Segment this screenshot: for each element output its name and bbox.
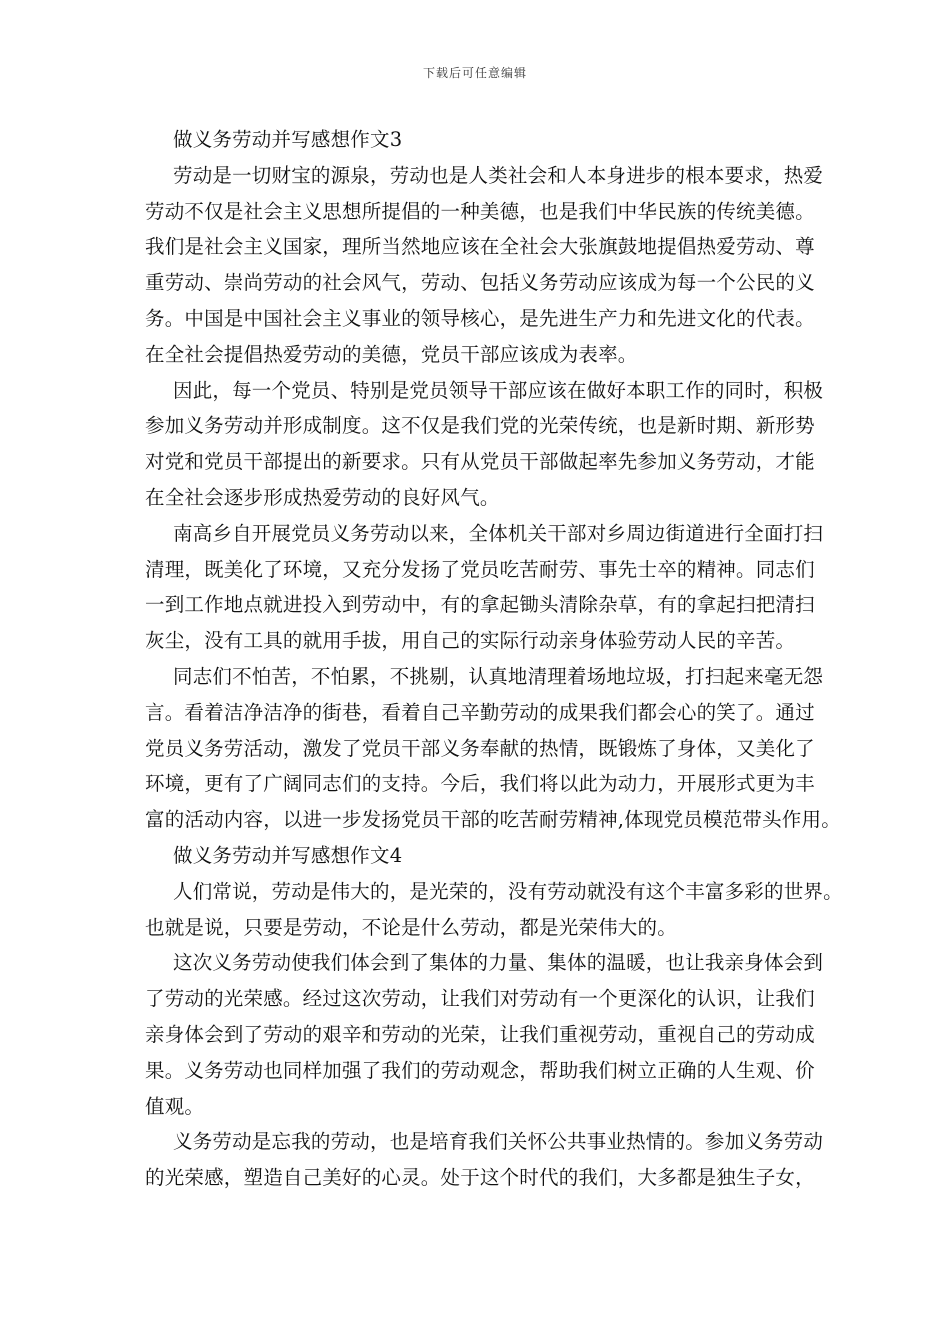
paragraph-line: 了劳动的光荣感。经过这次劳动，让我们对劳动有一个更深化的认识，让我们 xyxy=(145,987,815,1011)
paragraph-line: 亲身体会到了劳动的艰辛和劳动的光荣，让我们重视劳动，重视自己的劳动成 xyxy=(145,1022,815,1046)
paragraph-line: 值观。 xyxy=(145,1094,205,1118)
paragraph-line: 义务劳动是忘我的劳动，也是培育我们关怀公共事业热情的。参加义务劳动 xyxy=(173,1130,824,1154)
paragraph-line: 重劳动、崇尚劳动的社会风气，劳动、包括义务劳动应该成为每一个公民的义 xyxy=(145,271,815,295)
paragraph-line: 言。看着洁净洁净的街巷，看着自己辛勤劳动的成果我们都会心的笑了。通过 xyxy=(145,700,815,724)
paragraph-line: 清理，既美化了环境，又充分发扬了党员吃苦耐劳、事先士卒的精神。同志们 xyxy=(145,557,815,581)
paragraph-line: 南高乡自开展党员义务劳动以来，全体机关干部对乡周边街道进行全面打扫 xyxy=(173,521,824,545)
paragraph-line: 的光荣感，塑造自己美好的心灵。处于这个时代的我们，大多都是独生子女， xyxy=(145,1166,815,1190)
paragraph-line: 劳动不仅是社会主义思想所提倡的一种美德，也是我们中华民族的传统美德。 xyxy=(145,199,815,223)
paragraph-line: 果。义务劳动也同样加强了我们的劳动观念，帮助我们树立正确的人生观、价 xyxy=(145,1058,815,1082)
paragraph-line: 同志们不怕苦，不怕累，不挑剔，认真地清理着场地垃圾，打扫起来毫无怨 xyxy=(173,664,824,688)
paragraph-line: 环境，更有了广阔同志们的支持。今后，我们将以此为动力，开展形式更为丰 xyxy=(145,772,815,796)
paragraph-line: 富的活动内容，以进一步发扬党员干部的吃苦耐劳精神,体现党员模范带头作用。 xyxy=(145,808,841,832)
paragraph-line: 在全社会提倡热爱劳动的美德，党员干部应该成为表率。 xyxy=(145,342,638,366)
paragraph-line: 一到工作地点就进投入到劳动中，有的拿起锄头清除杂草，有的拿起扫把清扫 xyxy=(145,593,815,617)
page-header-note: 下载后可任意编辑 xyxy=(422,66,527,80)
paragraph-line: 我们是社会主义国家，理所当然地应该在全社会大张旗鼓地提倡热爱劳动、尊 xyxy=(145,235,815,259)
paragraph-line: 这次义务劳动使我们体会到了集体的力量、集体的温暖，也让我亲身体会到 xyxy=(173,951,824,975)
paragraph-line: 人们常说，劳动是伟大的，是光荣的，没有劳动就没有这个丰富多彩的世界。 xyxy=(173,879,843,903)
paragraph-line: 党员义务劳活动，激发了党员干部义务奉献的热情，既锻炼了身体，又美化了 xyxy=(145,736,815,760)
section-title: 做义务劳动并写感想作文4 xyxy=(173,843,403,867)
paragraph-line: 对党和党员干部提出的新要求。只有从党员干部做起率先参加义务劳动，才能 xyxy=(145,450,815,474)
paragraph-line: 参加义务劳动并形成制度。这不仅是我们党的光荣传统，也是新时期、新形势 xyxy=(145,414,815,438)
paragraph-line: 在全社会逐步形成热爱劳动的良好风气。 xyxy=(145,485,500,509)
section-title: 做义务劳动并写感想作文3 xyxy=(173,128,403,151)
document-body xyxy=(145,122,843,1196)
paragraph-line: 也就是说，只要是劳动，不论是什么劳动，都是光荣伟大的。 xyxy=(145,915,677,939)
paragraph-line: 劳动是一切财宝的源泉，劳动也是人类社会和人本身进步的根本要求，热爱 xyxy=(173,163,824,187)
paragraph-line: 灰尘，没有工具的就用手拔，用自己的实际行动亲身体验劳动人民的辛苦。 xyxy=(145,629,796,653)
paragraph-line: 因此，每一个党员、特别是党员领导干部应该在做好本职工作的同时，积极 xyxy=(173,378,824,402)
paragraph-line: 务。中国是中国社会主义事业的领导核心，是先进生产力和先进文化的代表。 xyxy=(145,306,815,330)
